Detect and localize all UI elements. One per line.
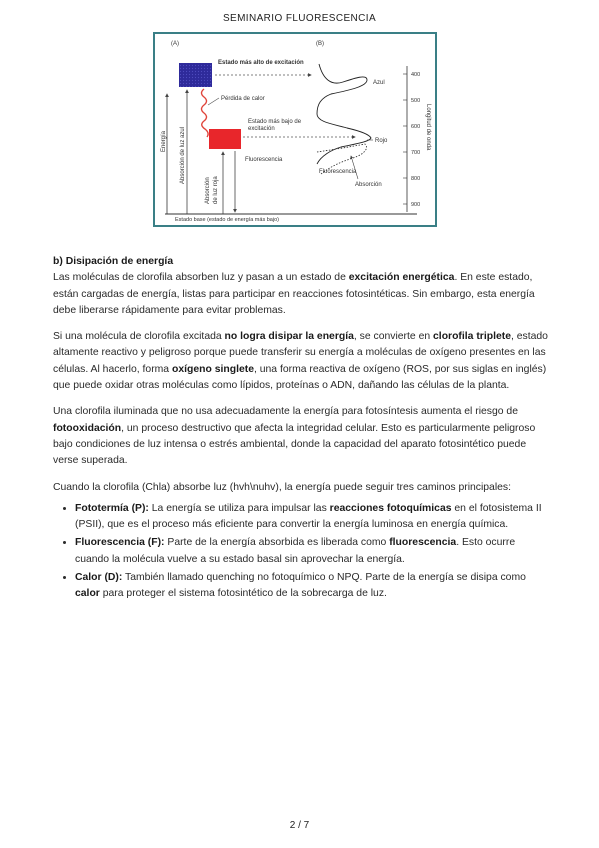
paragraph-2: Si una molécula de clorofila excitada no logra disipar la energía, se convierte en clorofila triplete, estado altamente reactivo y peligroso porque puede transferir su energía a moléculas de oxígeno presentes en las células. Al hacerlo, forma oxígeno singlete, una forma reactiva de oxígeno (ROS, por sus siglas en inglés) que puede oxidar otras moléculas como lípidos, proteínas o ADN, dañando las células de la planta. bbox=[53, 331, 548, 392]
paragraph-4: Cuando la clorofila (Chla) absorbe luz (hvh\nuhv), la energía puede seguir tres caminos principales: bbox=[53, 481, 512, 493]
perdida-calor-label: Pérdida de calor bbox=[221, 96, 265, 102]
panel-a-label: (A) bbox=[171, 41, 179, 47]
page-header: SEMINARIO FLUORESCENCIA bbox=[222, 13, 377, 24]
main-content bbox=[53, 254, 549, 604]
absorcion-roja-label-2: de luz roja bbox=[213, 176, 219, 204]
paragraph-3: Una clorofila iluminada que no usa adecuadamente la energía para fotosíntesis aumenta el riesgo de fotooxidación, un proceso destructivo que afecta la integridad celular. Esto es particularmente peligroso bajo condiciones de luz intensa o estrés ambiental, donde la capacidad del aparato fotosintético puede verse superada. bbox=[53, 406, 536, 467]
list-item: • Calor (D): También llamado quenching no fotoquímico o NPQ. Parte de la energía se disipa como calor para proteger el sistema fotosintético de la sobrecarga de luz. bbox=[75, 569, 549, 603]
estado-bajo-label-2: excitación bbox=[248, 126, 275, 132]
section-heading: b) Disipación de energía bbox=[53, 256, 174, 267]
fluorescencia-a-label: Fluorescencia bbox=[245, 157, 283, 163]
paragraph-1: Las moléculas de clorofila absorben luz y pasan a un estado de excitación energética. En este estado, están cargadas de energía, listas para participar en reacciones fotosintéticas. Sin embargo, esta energía debe liberarse rápidamente para evitar problemas. bbox=[53, 272, 535, 316]
heat-loss-wave bbox=[202, 89, 209, 137]
estado-base-label: Estado base (estado de energía más bajo) bbox=[175, 217, 279, 223]
energy-diagram-figure bbox=[153, 32, 437, 227]
tick-900: 900 bbox=[411, 202, 421, 208]
tick-800: 800 bbox=[411, 176, 421, 182]
panel-b-label: (B) bbox=[316, 41, 324, 47]
tick-600: 600 bbox=[411, 124, 421, 130]
longitud-onda-label: Longitud de onda bbox=[425, 104, 431, 151]
estado-bajo-label-1: Estado más bajo de bbox=[248, 119, 302, 125]
wavelength-ticks bbox=[403, 72, 420, 208]
tick-500: 500 bbox=[411, 98, 421, 104]
page-number: 2 / 7 bbox=[289, 820, 310, 831]
absorcion-b-label: Absorción bbox=[355, 182, 382, 188]
estado-alto-label: Estado más alto de excitación bbox=[218, 60, 304, 66]
red-excited-state bbox=[209, 129, 241, 149]
energia-axis-label: Energía bbox=[161, 130, 167, 152]
energy-diagram bbox=[155, 34, 435, 225]
absorption-spectrum bbox=[317, 64, 371, 164]
tick-700: 700 bbox=[411, 150, 421, 156]
rojo-label: Rojo bbox=[375, 138, 388, 144]
list-item: • Fototermía (P): La energía se utiliza para impulsar las reacciones fotoquímicas en el fotosistema II (PSII), que es el proceso más eficiente para convertir la energía luminosa en energía química. bbox=[75, 500, 549, 534]
fluorescencia-b-label: Fluorescencia bbox=[319, 169, 357, 175]
list-item: • Fluorescencia (F): Parte de la energía absorbida es liberada como fluorescencia. Esto ocurre cuando la molécula vuelve a su estado basal sin aprovechar la energía. bbox=[75, 534, 549, 568]
absorcion-azul-label: Absorción de luz azul bbox=[180, 126, 186, 184]
tick-400: 400 bbox=[411, 72, 421, 78]
pathways-list bbox=[53, 500, 549, 603]
azul-label: Azul bbox=[373, 80, 385, 86]
absorcion-roja-label-1: Absorción bbox=[205, 177, 211, 204]
